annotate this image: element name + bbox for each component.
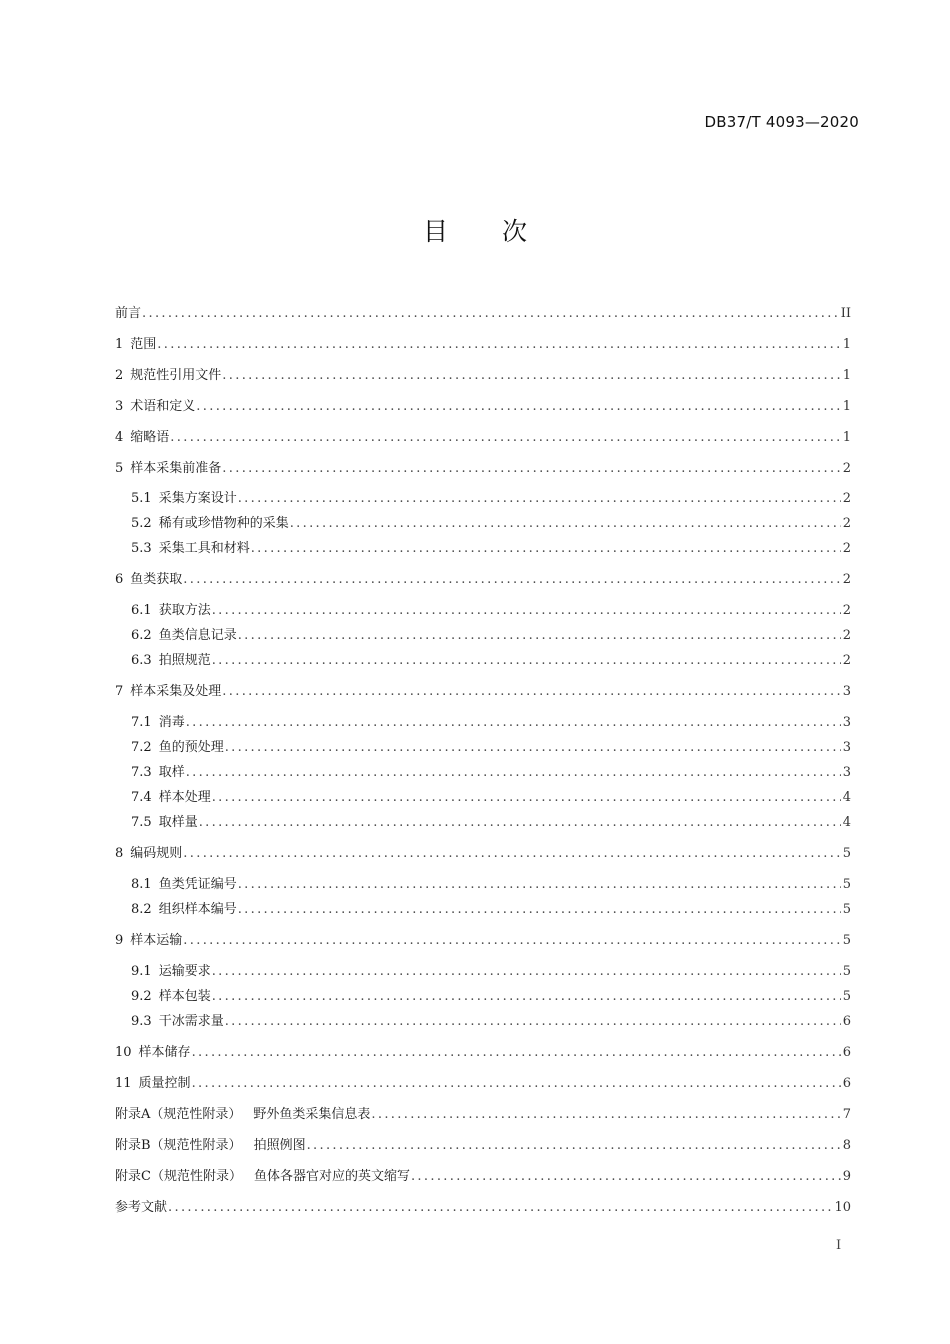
toc-entry-number: 5 <box>115 461 124 476</box>
toc-entry-label: 运输要求 <box>158 964 211 979</box>
dot-leader <box>183 844 840 864</box>
toc-entry-number: 10 <box>115 1045 132 1060</box>
toc-entry[interactable] <box>131 788 851 808</box>
toc-entry[interactable] <box>115 682 851 702</box>
dot-leader <box>238 875 841 895</box>
toc-entry[interactable] <box>131 713 851 733</box>
toc-entry-number: 6.1 <box>131 603 152 618</box>
toc-entry-page: 5 <box>842 877 851 892</box>
toc-entry-label: 稀有或珍惜物种的采集 <box>158 516 289 531</box>
toc-entry[interactable] <box>131 601 851 621</box>
toc-entry-page: 8 <box>842 1138 851 1153</box>
dot-leader <box>225 738 841 758</box>
dot-leader <box>186 763 841 783</box>
toc-entry[interactable] <box>131 514 851 534</box>
toc-entry-label: 野外鱼类采集信息表 <box>253 1107 371 1122</box>
toc-entry-number: 2 <box>115 368 124 383</box>
toc-title-char-2: 次 <box>502 217 528 246</box>
dot-leader <box>212 651 841 671</box>
toc-entry-label: 消毒 <box>158 715 185 730</box>
toc-entry-page: 1 <box>842 368 851 383</box>
dot-leader <box>183 570 840 590</box>
toc-entry-label: 术语和定义 <box>130 399 196 414</box>
toc-entry-label: 干冰需求量 <box>158 1014 224 1029</box>
toc-entry-page: 2 <box>842 541 851 556</box>
toc-entry-number: 6.2 <box>131 628 152 643</box>
dot-leader <box>196 397 840 417</box>
toc-entry-number: 7.4 <box>131 790 152 805</box>
dot-leader <box>142 304 839 324</box>
toc-entry-label: 样本处理 <box>158 790 211 805</box>
toc-entry[interactable] <box>131 489 851 509</box>
toc-entry-page: 10 <box>834 1200 851 1215</box>
toc-entry-page: 2 <box>842 491 851 506</box>
toc-entry-number: 9.2 <box>131 989 152 1004</box>
dot-leader <box>157 335 840 355</box>
toc-entry-number: 6.3 <box>131 653 152 668</box>
toc-entry-page: 2 <box>842 603 851 618</box>
toc-entry[interactable] <box>115 570 851 590</box>
toc-entry[interactable] <box>115 304 851 324</box>
dot-leader <box>371 1105 840 1125</box>
toc-entry-number: 8.2 <box>131 902 152 917</box>
toc-entry-annex: 附录A（规范性附录） <box>115 1107 242 1122</box>
toc-entry[interactable] <box>115 1136 851 1156</box>
toc-entry[interactable] <box>131 900 851 920</box>
toc-entry-page: 5 <box>842 902 851 917</box>
toc-entry-label: 范围 <box>130 337 157 352</box>
toc-entry[interactable] <box>131 962 851 982</box>
toc-entry-number: 5.1 <box>131 491 152 506</box>
toc-entry-page: 5 <box>842 989 851 1004</box>
toc-entry-label: 取样 <box>158 765 185 780</box>
toc-entry[interactable] <box>131 813 851 833</box>
toc-entry-page: 1 <box>842 430 851 445</box>
toc-entry[interactable] <box>131 539 851 559</box>
toc-entry-number: 7.2 <box>131 740 152 755</box>
toc-entry-label: 获取方法 <box>158 603 211 618</box>
toc-entry-label: 鱼类信息记录 <box>158 628 237 643</box>
toc-entry-page: 9 <box>842 1169 851 1184</box>
toc-entry-page: 2 <box>842 628 851 643</box>
toc-entry[interactable] <box>131 875 851 895</box>
toc-entry-annex: 附录C（规范性附录） <box>115 1169 242 1184</box>
dot-leader <box>411 1167 841 1187</box>
toc-entry-page: 1 <box>842 337 851 352</box>
toc-entry[interactable] <box>131 626 851 646</box>
toc-entry-page: 3 <box>842 765 851 780</box>
toc-entry-page: 5 <box>842 846 851 861</box>
toc-entry-page: 5 <box>842 933 851 948</box>
toc-entry[interactable] <box>115 844 851 864</box>
toc-entry[interactable] <box>115 1105 851 1125</box>
standard-code: DB37/T 4093—2020 <box>704 113 859 131</box>
toc-title-char-1: 目 <box>422 217 448 246</box>
toc-entry-label: 参考文献 <box>115 1200 168 1215</box>
toc-entry-number: 3 <box>115 399 124 414</box>
toc-entry[interactable] <box>115 1043 851 1063</box>
dot-leader <box>238 900 841 920</box>
toc-entry[interactable] <box>115 1167 851 1187</box>
dot-leader <box>238 626 841 646</box>
toc-entry-page: 3 <box>842 740 851 755</box>
toc-entry-page: 3 <box>842 715 851 730</box>
dot-leader <box>212 601 841 621</box>
toc-entry[interactable] <box>115 1074 851 1094</box>
dot-leader <box>290 514 841 534</box>
toc-entry-number: 5.3 <box>131 541 152 556</box>
toc-entry-label: 样本采集前准备 <box>130 461 222 476</box>
toc-entry[interactable] <box>115 1198 851 1218</box>
toc-entry-number: 9.1 <box>131 964 152 979</box>
toc-entry[interactable] <box>131 738 851 758</box>
toc-entry-number: 8 <box>115 846 124 861</box>
toc-entry-number: 1 <box>115 337 124 352</box>
toc-entry-number: 8.1 <box>131 877 152 892</box>
toc-entry-label: 前言 <box>115 306 142 321</box>
toc-entry-label: 采集方案设计 <box>158 491 237 506</box>
toc-entry-page: 2 <box>842 572 851 587</box>
toc-entry-page: 6 <box>842 1045 851 1060</box>
toc-entry-page: 6 <box>842 1076 851 1091</box>
toc-entry-label: 取样量 <box>158 815 198 830</box>
dot-leader <box>192 1074 841 1094</box>
toc-entry-label: 鱼的预处理 <box>158 740 224 755</box>
toc-entry-number: 7 <box>115 684 124 699</box>
toc-entry-label: 拍照规范 <box>158 653 211 668</box>
dot-leader <box>251 539 841 559</box>
dot-leader <box>212 987 841 1007</box>
page-number: I <box>836 1238 842 1253</box>
toc-entry[interactable] <box>131 651 851 671</box>
dot-leader <box>222 366 840 386</box>
dot-leader <box>168 1198 832 1218</box>
toc-title <box>0 212 950 248</box>
toc-entry-label: 拍照例图 <box>253 1138 306 1153</box>
dot-leader <box>222 459 840 479</box>
toc-entry-number: 9 <box>115 933 124 948</box>
toc-entry[interactable] <box>131 987 851 1007</box>
toc-entry[interactable] <box>131 763 851 783</box>
toc-entry-number: 4 <box>115 430 124 445</box>
dot-leader <box>192 1043 841 1063</box>
toc-entry-label: 样本储存 <box>138 1045 191 1060</box>
toc-entry-page: 2 <box>842 461 851 476</box>
toc-entry-page: 1 <box>842 399 851 414</box>
toc-entry-label: 组织样本编号 <box>158 902 237 917</box>
dot-leader <box>307 1136 841 1156</box>
toc-entry-annex: 附录B（规范性附录） <box>115 1138 242 1153</box>
dot-leader <box>222 682 840 702</box>
toc-entry-page: 5 <box>842 964 851 979</box>
toc-entry-label: 鱼类获取 <box>130 572 183 587</box>
toc-entry[interactable] <box>115 397 851 417</box>
dot-leader <box>170 428 840 448</box>
toc-entry[interactable] <box>115 366 851 386</box>
toc-entry-number: 7.3 <box>131 765 152 780</box>
toc-entry-page: 7 <box>842 1107 851 1122</box>
toc-entry-number: 5.2 <box>131 516 152 531</box>
toc-entry-number: 7.5 <box>131 815 152 830</box>
toc-entry-label: 编码规则 <box>130 846 183 861</box>
toc-entry-page: 4 <box>842 815 851 830</box>
dot-leader <box>238 489 841 509</box>
toc-entry[interactable] <box>115 335 851 355</box>
toc-entry-label: 质量控制 <box>138 1076 191 1091</box>
toc-entry-label: 样本运输 <box>130 933 183 948</box>
toc-entry[interactable] <box>131 1012 851 1032</box>
toc-entry-page: 4 <box>842 790 851 805</box>
toc-entry[interactable] <box>115 428 851 448</box>
dot-leader <box>183 931 840 951</box>
toc-entry[interactable] <box>115 459 851 479</box>
dot-leader <box>186 713 841 733</box>
toc-entry[interactable] <box>115 931 851 951</box>
toc-entry-page: II <box>840 306 851 321</box>
toc-entry-number: 9.3 <box>131 1014 152 1029</box>
dot-leader <box>212 962 841 982</box>
toc-entry-page: 2 <box>842 516 851 531</box>
toc-entry-label: 缩略语 <box>130 430 170 445</box>
toc-entry-page: 3 <box>842 684 851 699</box>
dot-leader <box>212 788 841 808</box>
toc-entry-number: 6 <box>115 572 124 587</box>
dot-leader <box>199 813 841 833</box>
toc-entry-number: 11 <box>115 1076 132 1091</box>
toc-entry-label: 样本采集及处理 <box>130 684 222 699</box>
toc-entry-page: 6 <box>842 1014 851 1029</box>
toc-entry-label: 鱼类凭证编号 <box>158 877 237 892</box>
dot-leader <box>225 1012 841 1032</box>
toc-entry-label: 样本包装 <box>158 989 211 1004</box>
toc-entry-page: 2 <box>842 653 851 668</box>
toc-entry-number: 7.1 <box>131 715 152 730</box>
toc-entry-label: 规范性引用文件 <box>130 368 222 383</box>
toc-entry-label: 采集工具和材料 <box>158 541 250 556</box>
toc-entry-label: 鱼体各器官对应的英文缩写 <box>253 1169 410 1184</box>
